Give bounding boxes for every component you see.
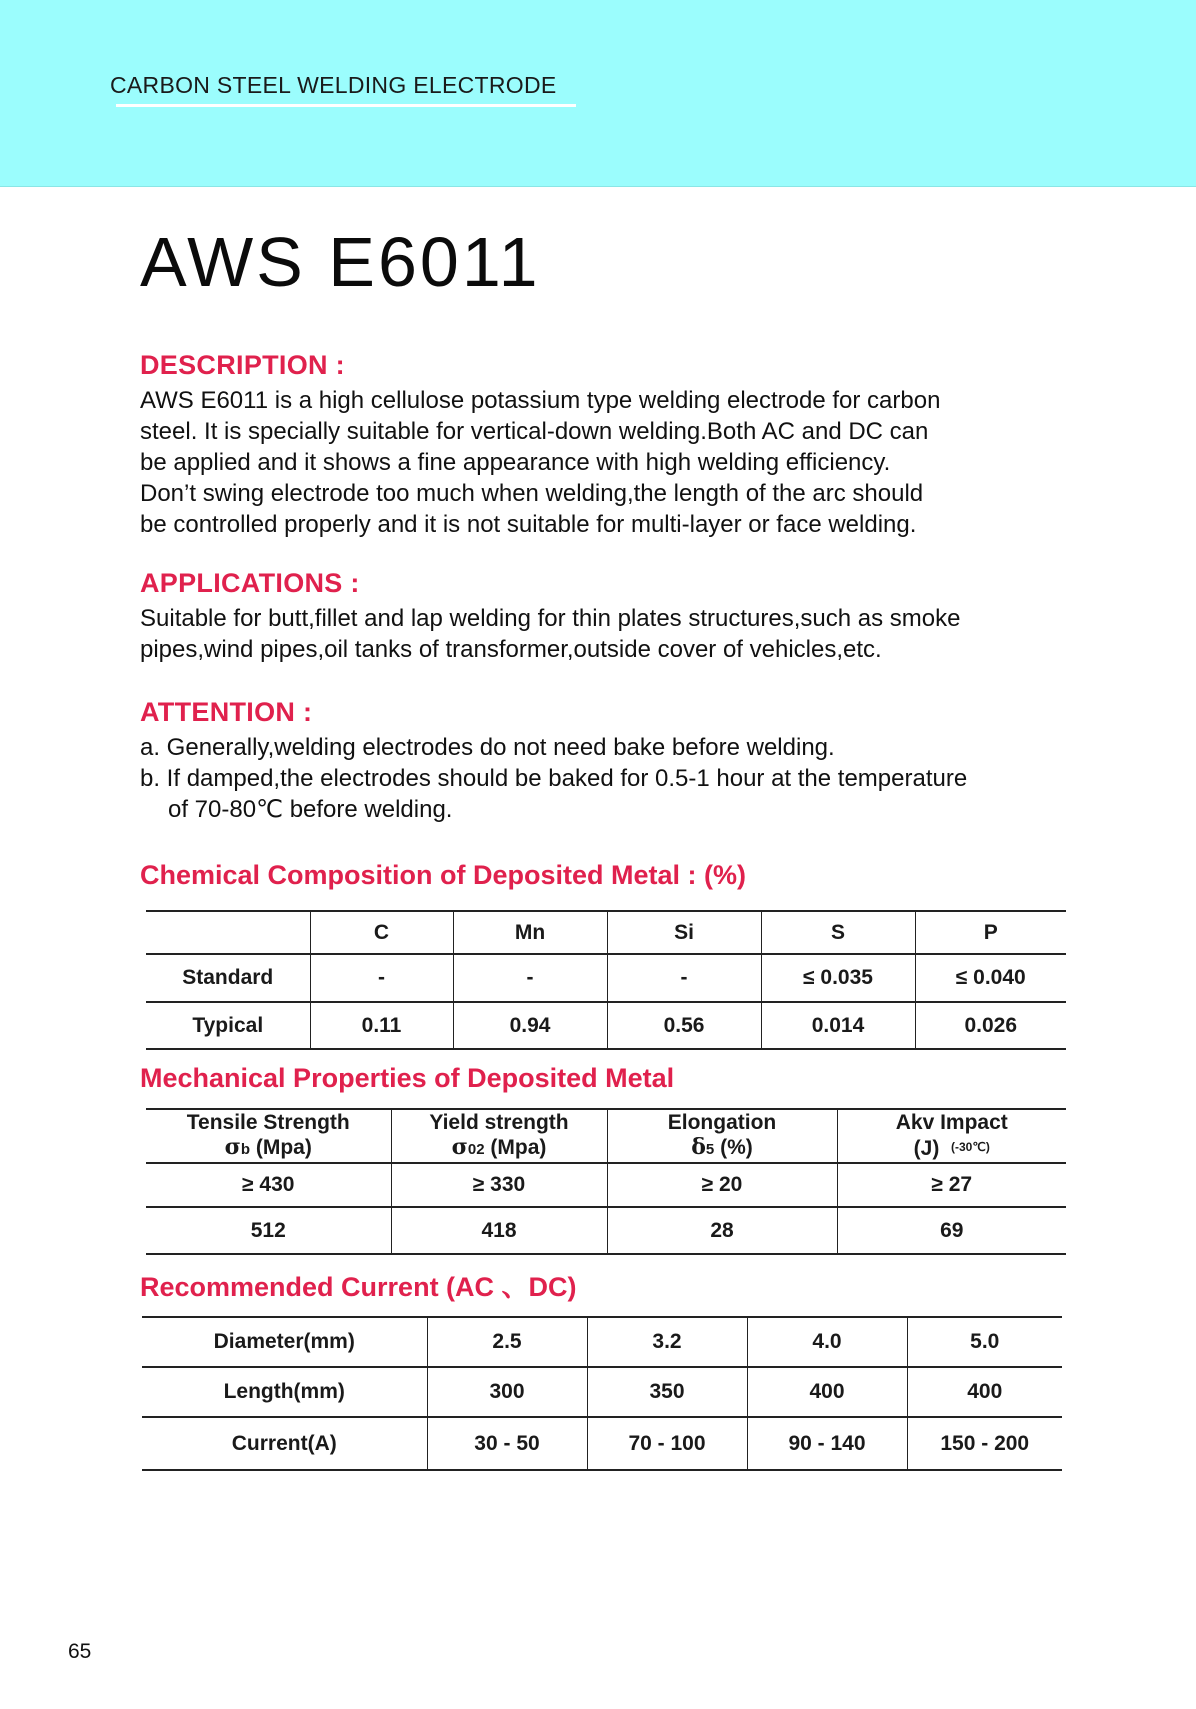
table-cell: 400 bbox=[907, 1367, 1062, 1417]
subscript: b bbox=[240, 1140, 251, 1158]
table-header-cell: Mn bbox=[453, 911, 607, 954]
table-cell: 90 - 140 bbox=[747, 1417, 907, 1470]
table-cell: 69 bbox=[837, 1207, 1066, 1254]
table-row bbox=[146, 1207, 1066, 1254]
chemical-heading: Chemical Composition of Deposited Metal : (%) bbox=[140, 860, 747, 890]
table-header-cell: C bbox=[310, 911, 453, 954]
table-cell: ≥ 430 bbox=[146, 1163, 391, 1207]
unit: (J) bbox=[913, 1137, 940, 1160]
table-cell: 150 - 200 bbox=[907, 1417, 1062, 1470]
delta-symbol: δ bbox=[691, 1133, 706, 1160]
page-number: 65 bbox=[68, 1640, 92, 1663]
description-line: Don’t swing electrode too much when welding,the length of the arc should bbox=[140, 480, 924, 507]
impact-unit-line bbox=[838, 1135, 1067, 1161]
table-cell: ≥ 20 bbox=[607, 1163, 837, 1207]
description-line: steel. It is specially suitable for vertical-down welding.Both AC and DC can bbox=[140, 418, 929, 445]
elongation-unit-line bbox=[608, 1135, 837, 1162]
table-cell: 0.014 bbox=[761, 1002, 915, 1049]
elongation-label: Elongation bbox=[667, 1110, 777, 1134]
tensile-strength-header bbox=[146, 1109, 391, 1163]
table-header-cell bbox=[146, 911, 310, 954]
subscript: 02 bbox=[467, 1140, 485, 1158]
table-header-cell: Si bbox=[607, 911, 761, 954]
tensile-strength-unit-line bbox=[146, 1135, 391, 1162]
description-line: be applied and it shows a fine appearance with high welding efficiency. bbox=[140, 449, 891, 476]
table-cell: 5.0 bbox=[907, 1317, 1062, 1367]
table-cell: Current(A) bbox=[142, 1417, 427, 1470]
table-cell: 418 bbox=[391, 1207, 607, 1254]
table-cell: 28 bbox=[607, 1207, 837, 1254]
banner-title: CARBON STEEL WELDING ELECTRODE bbox=[110, 72, 557, 98]
table-row bbox=[142, 1317, 1062, 1367]
table-row bbox=[146, 1109, 1066, 1163]
description-text bbox=[140, 385, 1090, 540]
table-row bbox=[146, 911, 1066, 954]
table-cell: 3.2 bbox=[587, 1317, 747, 1367]
table-row bbox=[146, 1163, 1066, 1207]
table-cell: 70 - 100 bbox=[587, 1417, 747, 1470]
table-cell: 2.5 bbox=[427, 1317, 587, 1367]
table-cell: Length(mm) bbox=[142, 1367, 427, 1417]
applications-heading: APPLICATIONS : bbox=[140, 568, 360, 598]
yield-strength-label: Yield strength bbox=[429, 1110, 569, 1134]
yield-strength-header bbox=[391, 1109, 607, 1163]
subscript: 5 bbox=[705, 1140, 715, 1158]
applications-line: Suitable for butt,fillet and lap welding for thin plates structures,such as smoke bbox=[140, 605, 961, 632]
impact-header bbox=[837, 1109, 1066, 1163]
table-header-cell: P bbox=[915, 911, 1066, 954]
description-line: be controlled properly and it is not suitable for multi-layer or face welding. bbox=[140, 511, 917, 538]
table-cell: - bbox=[453, 954, 607, 1002]
table-cell: 30 - 50 bbox=[427, 1417, 587, 1470]
table-cell: 4.0 bbox=[747, 1317, 907, 1367]
attention-line: a. Generally,welding electrodes do not need bake before welding. bbox=[140, 734, 835, 761]
table-cell: Standard bbox=[146, 954, 310, 1002]
table-cell: Diameter(mm) bbox=[142, 1317, 427, 1367]
table-cell: 512 bbox=[146, 1207, 391, 1254]
description-line: AWS E6011 is a high cellulose potassium type welding electrode for carbon bbox=[140, 387, 941, 414]
table-cell: ≤ 0.035 bbox=[761, 954, 915, 1002]
unit: (Mpa) bbox=[484, 1135, 547, 1159]
yield-strength-unit-line bbox=[392, 1135, 607, 1162]
unit: (Mpa) bbox=[250, 1135, 312, 1159]
header-banner bbox=[0, 0, 1196, 187]
current-heading: Recommended Current (AC 、DC) bbox=[140, 1272, 577, 1302]
table-cell: 0.56 bbox=[607, 1002, 761, 1049]
attention-line: b. If damped,the electrodes should be baked for 0.5-1 hour at the temperature bbox=[140, 765, 968, 792]
current-table bbox=[142, 1316, 1062, 1471]
table-cell: 300 bbox=[427, 1367, 587, 1417]
table-cell: ≥ 27 bbox=[837, 1163, 1066, 1207]
table-cell: ≤ 0.040 bbox=[915, 954, 1066, 1002]
table-cell: 400 bbox=[747, 1367, 907, 1417]
tensile-strength-label: Tensile Strength bbox=[186, 1110, 350, 1134]
table-cell: - bbox=[310, 954, 453, 1002]
sigma-symbol: σ bbox=[224, 1133, 241, 1160]
table-row bbox=[146, 1002, 1066, 1049]
attention-line: of 70-80℃ before welding. bbox=[168, 796, 453, 823]
table-cell: 0.11 bbox=[310, 1002, 453, 1049]
elongation-header bbox=[607, 1109, 837, 1163]
table-cell: 0.94 bbox=[453, 1002, 607, 1049]
applications-line: pipes,wind pipes,oil tanks of transformer,outside cover of vehicles,etc. bbox=[140, 636, 882, 663]
table-cell: 0.026 bbox=[915, 1002, 1066, 1049]
table-row bbox=[142, 1417, 1062, 1470]
applications-text bbox=[140, 603, 1090, 665]
table-row bbox=[142, 1367, 1062, 1417]
table-cell: - bbox=[607, 954, 761, 1002]
impact-label: Akv Impact bbox=[895, 1111, 1008, 1134]
table-cell: 350 bbox=[587, 1367, 747, 1417]
table-header-cell: S bbox=[761, 911, 915, 954]
table-row bbox=[146, 954, 1066, 1002]
chemical-table bbox=[146, 910, 1066, 1050]
mechanical-heading: Mechanical Properties of Deposited Metal bbox=[140, 1063, 675, 1093]
sigma-symbol: σ bbox=[451, 1133, 468, 1160]
unit: (%) bbox=[714, 1135, 753, 1159]
attention-text bbox=[140, 732, 1090, 825]
table-cell: ≥ 330 bbox=[391, 1163, 607, 1207]
banner-underline bbox=[116, 104, 576, 107]
table-cell: Typical bbox=[146, 1002, 310, 1049]
product-title: AWS E6011 bbox=[140, 223, 541, 301]
temperature-note: (-30℃) bbox=[951, 1140, 990, 1154]
description-heading: DESCRIPTION : bbox=[140, 350, 345, 380]
attention-heading: ATTENTION : bbox=[140, 697, 313, 727]
mechanical-table bbox=[146, 1108, 1066, 1255]
